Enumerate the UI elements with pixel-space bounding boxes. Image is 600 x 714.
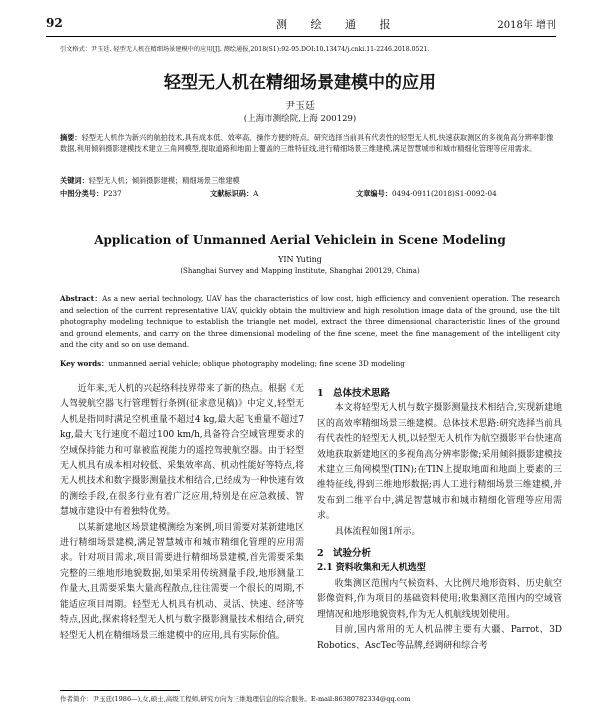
page-number: 92 <box>46 16 63 30</box>
abstract-en-label: Abstract： <box>60 294 103 303</box>
keywords-label: 关键词： <box>60 176 89 185</box>
affiliation-chinese: (上海市测绘院,上海 200129) <box>243 114 357 124</box>
author-english: YIN Yuting <box>278 255 322 264</box>
section-2-heading: 2 试验分析 <box>317 548 372 560</box>
abstract-text: 轻型无人机作为新兴的航拍技术,具有成本低、效率高、操作方便的特点。研究选择当前具有代表性的轻型无人机,快速获取测区的多视角高分辨率影像数据,利用倾斜摄影建模技术建立三角网模型,提取道路和地面上覆盖的三维特征线,进行精细场景三维建模,满足智慧城市和城市精细化管理等应用需求。 <box>60 133 554 153</box>
header-rule <box>46 36 556 37</box>
section-2-paragraph-2: 目前,国内常用的无人机品牌主要有大疆、Parrot、3D Robotics、AscTec等品牌,经调研和综合考 <box>317 625 562 651</box>
author-footnote: 作者简介：尹玉廷(1986—),女,硕士,高级工程师,研究方向为三维地理信息的综合服务。E-mail:86380782334@qq.com <box>60 695 411 703</box>
keywords-english <box>60 359 560 369</box>
body-right-column <box>317 386 562 654</box>
section-1-heading: 1 总体技术思路 <box>317 388 391 399</box>
title-english: Application of Unmanned Aerial Vehiclein in Scene Modeling <box>94 233 506 247</box>
abstract-chinese <box>60 132 556 154</box>
keywords-text: 轻型无人机；倾斜摄影建模；精细场景三维建模 <box>88 176 240 185</box>
affiliation-english: (Shanghai Survey and Mapping Institute, Shanghai 200129, China) <box>180 267 420 275</box>
journal-name: 测 绘 通 报 <box>276 18 401 31</box>
section-1-paragraph-2: 具体流程如图1所示。 <box>334 526 421 537</box>
subsection-2-1-heading: 2.1 资料收集和无人机选型 <box>317 563 426 574</box>
year-issue: 2018年 增刊 <box>497 20 556 31</box>
abstract-en-text: As a new aerial technology, UAV has the characteristics of low cost, high efficiency and convenient operation. The research and selection of the current representative UAV, quickly obtain the multiview and high resolution image data of the ground, use the tilt photography modeling technique to establish the triangle net model, extract the three dimensional characteristic lines of the ground and ground elements, and carry on the three dimensional modeling of the fine scene, meet the fine management of the intelligent city and the city and so on use demand. <box>60 294 561 349</box>
abstract-english <box>60 293 560 351</box>
intro-paragraph-2: 以某新建地区场景建模测绘为案例,项目需要对某新建地区进行精细场景建模,满足智慧城市和城市精细化管理的应用需求。针对项目需求,项目需要进行精细场景建模,首先需要采集完整的三维地形地貌数据,如果采用传统测量手段,地形测量工作量大,且需要采集大量高程散点,往往需要一个很长的周期,不能适应项目周期。轻型无人机具有机动、灵活、快速、经济等特点,因此,探索将轻型无人机与数字摄影测量技术相结合,研究轻型无人机在精细场景三维建模中的应用,具有实际价值。 <box>60 522 304 641</box>
intro-paragraph-1: 近年来,无人机的兴起络科技界带来了新的热点。根据《无人驾驶航空器飞行管理暂行条例(征求意见稿)》中定义,轻型无人机是指同时满足空机重量不超过4 kg,最大起飞重量不超过7 kg,最大飞行速度不超过100 km/h,具备符合空域管理要求的空域保持能力和可靠被监视能力的遥控驾驶航空器。由于轻型无人机具有成本相对较低、采集效率高、机动性能好等特点,将无人机技术和数字摄影测量技术相结合,已经成为一种快速有效的测绘手段,在很多行业有着广泛应用,特别是在应急救援、智慧城市建设中有着独特优势。 <box>60 384 304 518</box>
document-code: 文献标识码：A <box>210 189 259 198</box>
article-number: 文章编号：0494-0911(2018)S1-0092-04 <box>356 189 497 198</box>
citation-line: 引文格式：尹玉廷. 轻型无人机在精细场景建模中的应用[J]. 测绘通报,2018(S1):92-95.DOI:10.13474/j.cnki.11-2246.2018.0521. <box>60 46 430 53</box>
body-left-column <box>60 382 304 644</box>
page-header <box>46 10 556 32</box>
section-2-paragraph-1: 收集测区范围内气候资料、大比例尺地形资料、历史航空影像资料,作为项目的基础资料使用;收集测区范围内的空域管理情况和地形地貌资料,作为无人机航线规划使用。 <box>317 578 562 620</box>
keywords-en-label: Key words： <box>60 359 109 368</box>
title-chinese: 轻型无人机在精细场景建模中的应用 <box>164 73 436 93</box>
footnote-rule <box>60 690 180 691</box>
abstract-label: 摘要： <box>60 133 82 142</box>
author-chinese: 尹玉廷 <box>285 101 315 112</box>
section-1-paragraph-1: 本文将轻型无人机与数字摄影测量技术相结合,实现新建地区的高效率精细场景三维建模。总体技术思路:研究选择当前具有代表性的轻型无人机,以轻型无人机作为航空摄影平台快速高效地获取新建地区的多视角高分辨率影像;采用倾斜摄影建模技术建立三角网模型(TIN);在TIN上提取地面和地面上要素的三维特征线,得到三维地形数据;再人工进行精细场景三维建模,并发布到二维平台中,满足智慧城市和城市精细化管理等应用需求。 <box>317 403 562 522</box>
keywords-en-text: unmanned aerial vehicle; oblique photography modeling; fine scene 3D modeling <box>108 359 405 368</box>
clc-number: 中图分类号：P237 <box>60 189 122 198</box>
keywords-chinese <box>60 176 556 186</box>
